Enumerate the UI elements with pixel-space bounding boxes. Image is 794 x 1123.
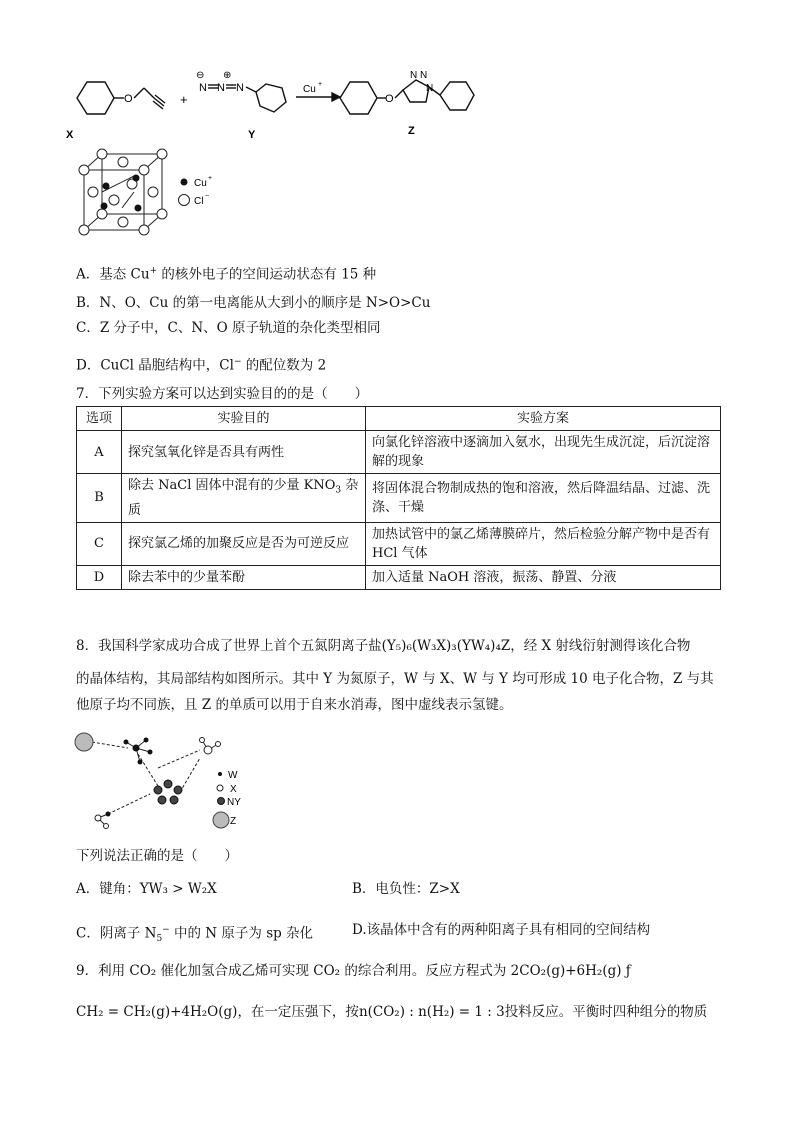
header-option: 选项 bbox=[77, 407, 122, 431]
row-d-plan: 加入适量 NaOH 溶液，振荡、静置、分液 bbox=[366, 565, 721, 589]
q6-option-c: C．Z 分子中，C、N、O 原子轨道的杂化类型相同 bbox=[76, 320, 381, 336]
plus-sign: + bbox=[180, 92, 188, 107]
header-plan: 实验方案 bbox=[366, 407, 721, 431]
row-b-plan: 将固体混合物制成热的饱和溶液，然后降温结晶、过滤、洗涤、干燥 bbox=[366, 474, 721, 523]
row-c-goal: 探究氯乙烯的加聚反应是否为可逆反应 bbox=[122, 522, 366, 565]
legend-cu-charge: + bbox=[208, 175, 213, 182]
q8-stem-line3: 他原子均不同族，且 Z 的单质可以用于自来水消毒，图中虚线表示氢键。 bbox=[76, 697, 513, 713]
azide-n2: N bbox=[217, 82, 225, 94]
header-goal: 实验目的 bbox=[122, 407, 366, 431]
legend-x: X bbox=[230, 784, 237, 795]
legend-y: NY bbox=[227, 797, 241, 808]
q9-equation-left: 2CO₂(g)+6H₂(g) ƒ bbox=[510, 963, 631, 979]
catalyst-charge: + bbox=[318, 81, 323, 88]
q7-table bbox=[76, 406, 721, 590]
q8-option-b: B．电负性：Z>X bbox=[352, 881, 460, 897]
azide-n1: N bbox=[199, 82, 207, 94]
q7-stem: 7．下列实验方案可以达到实验目的的是（ ） bbox=[76, 386, 369, 402]
reaction-scheme bbox=[60, 60, 500, 140]
q8-option-a: A．键角：YW₃ > W₂X bbox=[76, 881, 217, 897]
table-row bbox=[77, 565, 721, 589]
q8-formula: (Y₅)₆(W₃X)₃(YW₄)₄Z bbox=[381, 638, 511, 654]
triazole-n2: N bbox=[420, 70, 428, 81]
row-a-goal: 探究氢氧化锌是否具有两性 bbox=[122, 431, 366, 474]
q8-structure-diagram bbox=[70, 728, 270, 838]
table-row bbox=[77, 474, 721, 523]
benzene-ring-x bbox=[77, 82, 114, 114]
legend-cl-charge: − bbox=[205, 193, 210, 200]
row-a-plan: 向氯化锌溶液中逐滴加入氨水，出现先生成沉淀，后沉淀溶解的现象 bbox=[366, 431, 721, 474]
row-d-option: D bbox=[77, 565, 122, 589]
q8-stem-line1: 8．我国科学家成功合成了世界上首个五氮阴离子盐(Y₅)₆(W₃X)₃(YW₄)₄Z，经 X 射线衍射测得该化合物 bbox=[76, 638, 691, 654]
cucl-unit-cell bbox=[74, 148, 244, 240]
q8-ask: 下列说法正确的是（ ） bbox=[76, 848, 238, 864]
label-y: Y bbox=[248, 129, 256, 140]
legend-cu: Cu bbox=[194, 178, 207, 189]
q9-line2: CH₂ = CH₂(g)+4H₂O(g)，在一定压强下，按n(CO₂) : n(H₂) = 1 : 3投料反应。平衡时四种组分的物质 bbox=[76, 1004, 708, 1020]
q9-equation-right: CH₂ = CH₂(g)+4H₂O(g) bbox=[76, 1004, 238, 1020]
q8-option-d: D.该晶体中含有的两种阳离子具有相同的空间结构 bbox=[352, 922, 651, 938]
q9-ratio: n(CO₂) : n(H₂) = 1 : 3 bbox=[358, 1004, 505, 1020]
catalyst-label: Cu bbox=[303, 84, 316, 95]
q8-option-c: C．阴离子 $N_5^-$ 中的 N 原子为 sp 杂化 bbox=[76, 925, 314, 945]
q6-option-a: A．基态 Cu+ 的核外电子的空间运动状态有 15 种 bbox=[76, 266, 377, 283]
row-b-option: B bbox=[77, 474, 122, 523]
azide-n3: N bbox=[236, 82, 244, 94]
row-d-goal: 除去苯中的少量苯酚 bbox=[122, 565, 366, 589]
legend-cl: Cl bbox=[194, 196, 204, 207]
row-c-plan: 加热试管中的氯乙烯薄膜碎片，然后检验分解产物中是否有 HCl 气体 bbox=[366, 522, 721, 565]
triazole-n3: N bbox=[426, 83, 434, 94]
minus-charge: ⊖ bbox=[196, 70, 205, 81]
table-header-row bbox=[77, 407, 721, 431]
q9-line1: 9．利用 CO₂ 催化加氢合成乙烯可实现 CO₂ 的综合利用。反应方程式为 2CO₂(g)+6H₂(g) ƒ bbox=[76, 963, 631, 979]
row-c-option: C bbox=[77, 522, 122, 565]
row-a-option: A bbox=[77, 431, 122, 474]
label-z: Z bbox=[408, 125, 415, 137]
benzene-ring-z1 bbox=[340, 82, 377, 114]
q6-option-b: B．N、O、Cu 的第一电离能从大到小的顺序是 N>O>Cu bbox=[76, 295, 431, 311]
legend-z: Z bbox=[230, 816, 237, 827]
benzene-ring-y bbox=[256, 84, 286, 112]
q8-stem-line2: 的晶体结构，其局部结构如图所示。其中 Y 为氮原子，W 与 X、W 与 Y 均可形成 10 电子化合物，Z 与其 bbox=[76, 671, 714, 687]
table-row bbox=[77, 522, 721, 565]
benzene-ring-z2 bbox=[440, 82, 474, 110]
oxygen-z: O bbox=[385, 93, 394, 105]
table-row bbox=[77, 431, 721, 474]
plus-charge: ⊕ bbox=[223, 70, 232, 81]
legend-w: W bbox=[228, 770, 238, 781]
row-b-goal: 除去 NaCl 固体中混有的少量 $KNO_3$ 杂质 bbox=[122, 474, 366, 523]
q6-option-d: D．CuCl 晶胞结构中，Cl− 的配位数为 2 bbox=[76, 357, 327, 374]
triazole-n1: N bbox=[410, 70, 418, 81]
oxygen-x: O bbox=[124, 93, 133, 105]
label-x: X bbox=[66, 129, 74, 140]
